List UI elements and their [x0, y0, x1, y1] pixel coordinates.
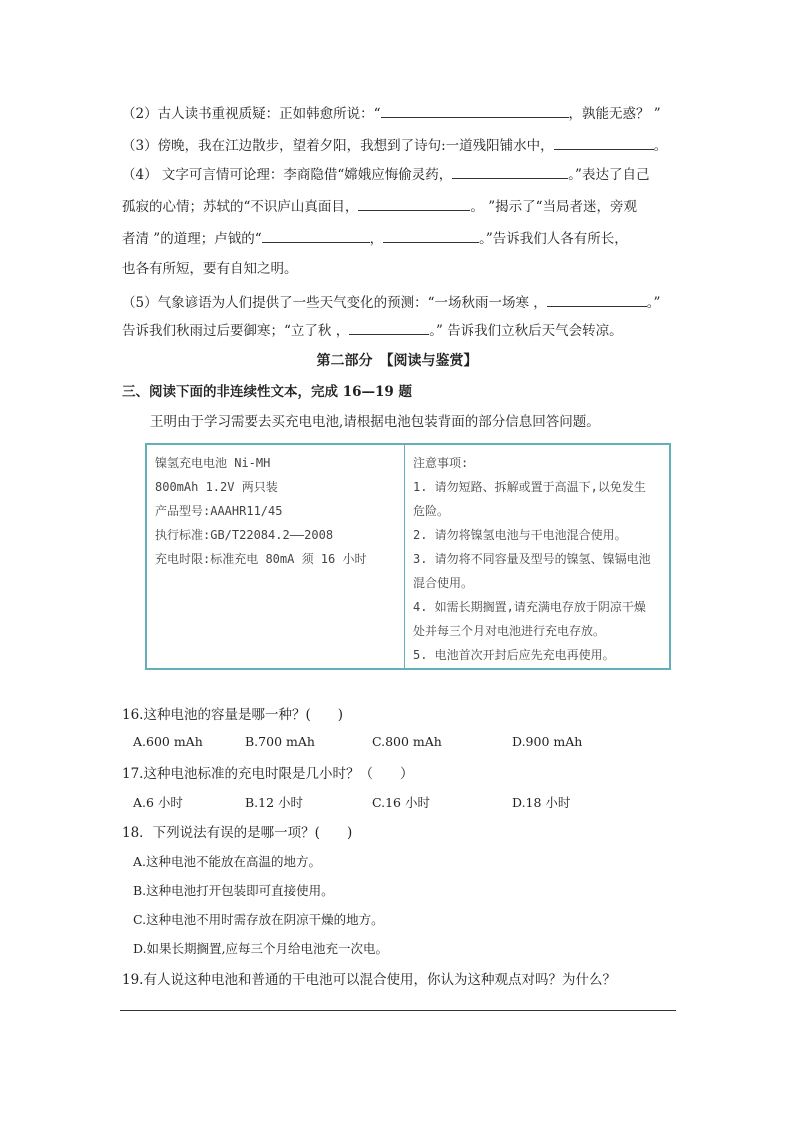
q2-blank[interactable]: [381, 103, 569, 118]
q4-text-2a: 孤寂的心情；苏轼的“不识庐山真面目，: [122, 199, 359, 215]
q4-text-1a: （4） 文字可言情可论理：李商隐借“嫦娥应悔偷灵药，: [122, 167, 453, 183]
notice-line: 4. 如需长期搁置,请充满电存放于阴凉干燥: [413, 600, 646, 614]
q3-blank[interactable]: [554, 135, 654, 150]
q5-text-1a: （5）气象谚语为人们提供了一些天气变化的预测：“一场秋雨一场寒 ，: [122, 295, 547, 311]
notice-line: 注意事项:: [413, 456, 469, 470]
q4-line-1: [122, 164, 649, 185]
q18-option-c[interactable]: C.这种电池不用时需存放在阴凉干燥的地方。: [133, 912, 384, 927]
spec-line: 镍氢充电电池 Ni-MH: [155, 456, 271, 470]
q5-blank-2[interactable]: [349, 320, 429, 335]
q17-option-d[interactable]: D.18 小时: [512, 795, 571, 810]
q4-blank-4[interactable]: [383, 228, 479, 243]
q17-option-a[interactable]: A.6 小时: [133, 795, 183, 810]
q17-option-b[interactable]: B.12 小时: [245, 795, 304, 810]
q4-text-3c: 。”告诉我们人各有所长，: [479, 231, 628, 247]
q5-text-2c: 。” 告诉我们立秋后天气会转凉。: [429, 323, 623, 339]
q5-line-1: [122, 292, 660, 313]
q19-stem: 19.有人说这种电池和普通的干电池可以混合使用，你认为这种观点对吗？为什么？: [122, 972, 616, 988]
q16-option-d[interactable]: D.900 mAh: [512, 734, 583, 749]
q4-text-4: 也各有所短，要有自知之明。: [122, 261, 298, 277]
q3-text-a: （3）傍晚，我在江边散步，望着夕阳，我想到了诗句:一道残阳铺水中，: [122, 138, 554, 154]
notice-line: 危险。: [413, 504, 450, 518]
q5-blank-1[interactable]: [547, 292, 647, 307]
notice-line: 5. 电池首次开封后应先充电再使用。: [413, 648, 615, 662]
q3-text-b: 。: [653, 138, 668, 154]
battery-info-box: [145, 443, 671, 670]
q4-line-2: [122, 196, 637, 217]
q17-option-c[interactable]: C.16 小时: [372, 795, 430, 810]
q5-text-1b: 。”: [646, 295, 661, 311]
section3-heading: 三、阅读下面的非连续性文本，完成 16—19 题: [122, 384, 412, 400]
q3-line: [122, 135, 667, 156]
q2-text-a: （2）古人读书重视质疑：正如韩愈所说：“: [122, 106, 381, 122]
q4-blank-3[interactable]: [262, 228, 370, 243]
q2-line: [122, 103, 661, 124]
notice-column: [405, 445, 669, 668]
q4-blank-2[interactable]: [358, 196, 470, 211]
notice-line: 混合使用。: [413, 576, 474, 590]
battery-spec-column: [147, 445, 405, 668]
spec-line: 800mAh 1.2V 两只装: [155, 480, 278, 494]
q4-text-1b: 。”表达了自己: [568, 167, 650, 183]
q4-text-3a: 者清 ”的道理；卢钺的“: [122, 231, 262, 247]
q17-stem: 17.这种电池标准的充电时限是几小时？（ ）: [122, 766, 414, 782]
spec-line: 产品型号:AAAHR11/45: [155, 504, 283, 518]
q18-option-d[interactable]: D.如果长期搁置,应每三个月给电池充一次电。: [133, 941, 389, 956]
q18-stem: 18．下列说法有误的是哪一项？( ): [122, 825, 353, 841]
notice-line: 1. 请勿短路、拆解或置于高温下,以免发生: [413, 480, 646, 494]
q5-text-2b: “立了秋 ，: [284, 323, 350, 339]
notice-line: 2. 请勿将镍氢电池与干电池混合使用。: [413, 528, 627, 542]
q5-text-2a: 告诉我们秋雨过后要御寒；: [122, 323, 284, 339]
q16-option-c[interactable]: C.800 mAh: [372, 734, 442, 749]
q4-line-3: [122, 228, 628, 249]
q4-line-4: [122, 259, 298, 279]
spec-line: 执行标准:GB/T22084.2——2008: [155, 528, 334, 542]
q16-stem: 16.这种电池的容量是哪一种？( ): [122, 707, 344, 723]
q5-line-2: [122, 320, 623, 341]
q18-option-a[interactable]: A.这种电池不能放在高温的地方。: [133, 854, 322, 869]
part2-title: 第二部分 【阅读与鉴赏】: [316, 353, 478, 369]
notice-line: 处并每三个月对电池进行充电存放。: [413, 624, 606, 638]
q16-option-b[interactable]: B.700 mAh: [245, 734, 315, 749]
q4-text-2b: 。 ”揭示了“当局者迷，旁观: [470, 199, 638, 215]
q4-blank-1[interactable]: [452, 164, 568, 179]
q19-answer-line[interactable]: [120, 1010, 676, 1011]
q18-option-b[interactable]: B.这种电池打开包装即可直接使用。: [133, 883, 334, 898]
q2-text-b: ，孰能无惑？ ”: [568, 106, 661, 122]
notice-line: 3. 请勿将不同容量及型号的镍氢、镍镉电池: [413, 552, 651, 566]
q16-option-a[interactable]: A.600 mAh: [133, 734, 203, 749]
spec-line: 充电时限:标准充电 80mA 须 16 小时: [155, 552, 367, 566]
intro-text: 王明由于学习需要去买充电电池,请根据电池包装背面的部分信息回答问题。: [150, 414, 600, 430]
q4-text-3b: ，: [369, 231, 384, 247]
